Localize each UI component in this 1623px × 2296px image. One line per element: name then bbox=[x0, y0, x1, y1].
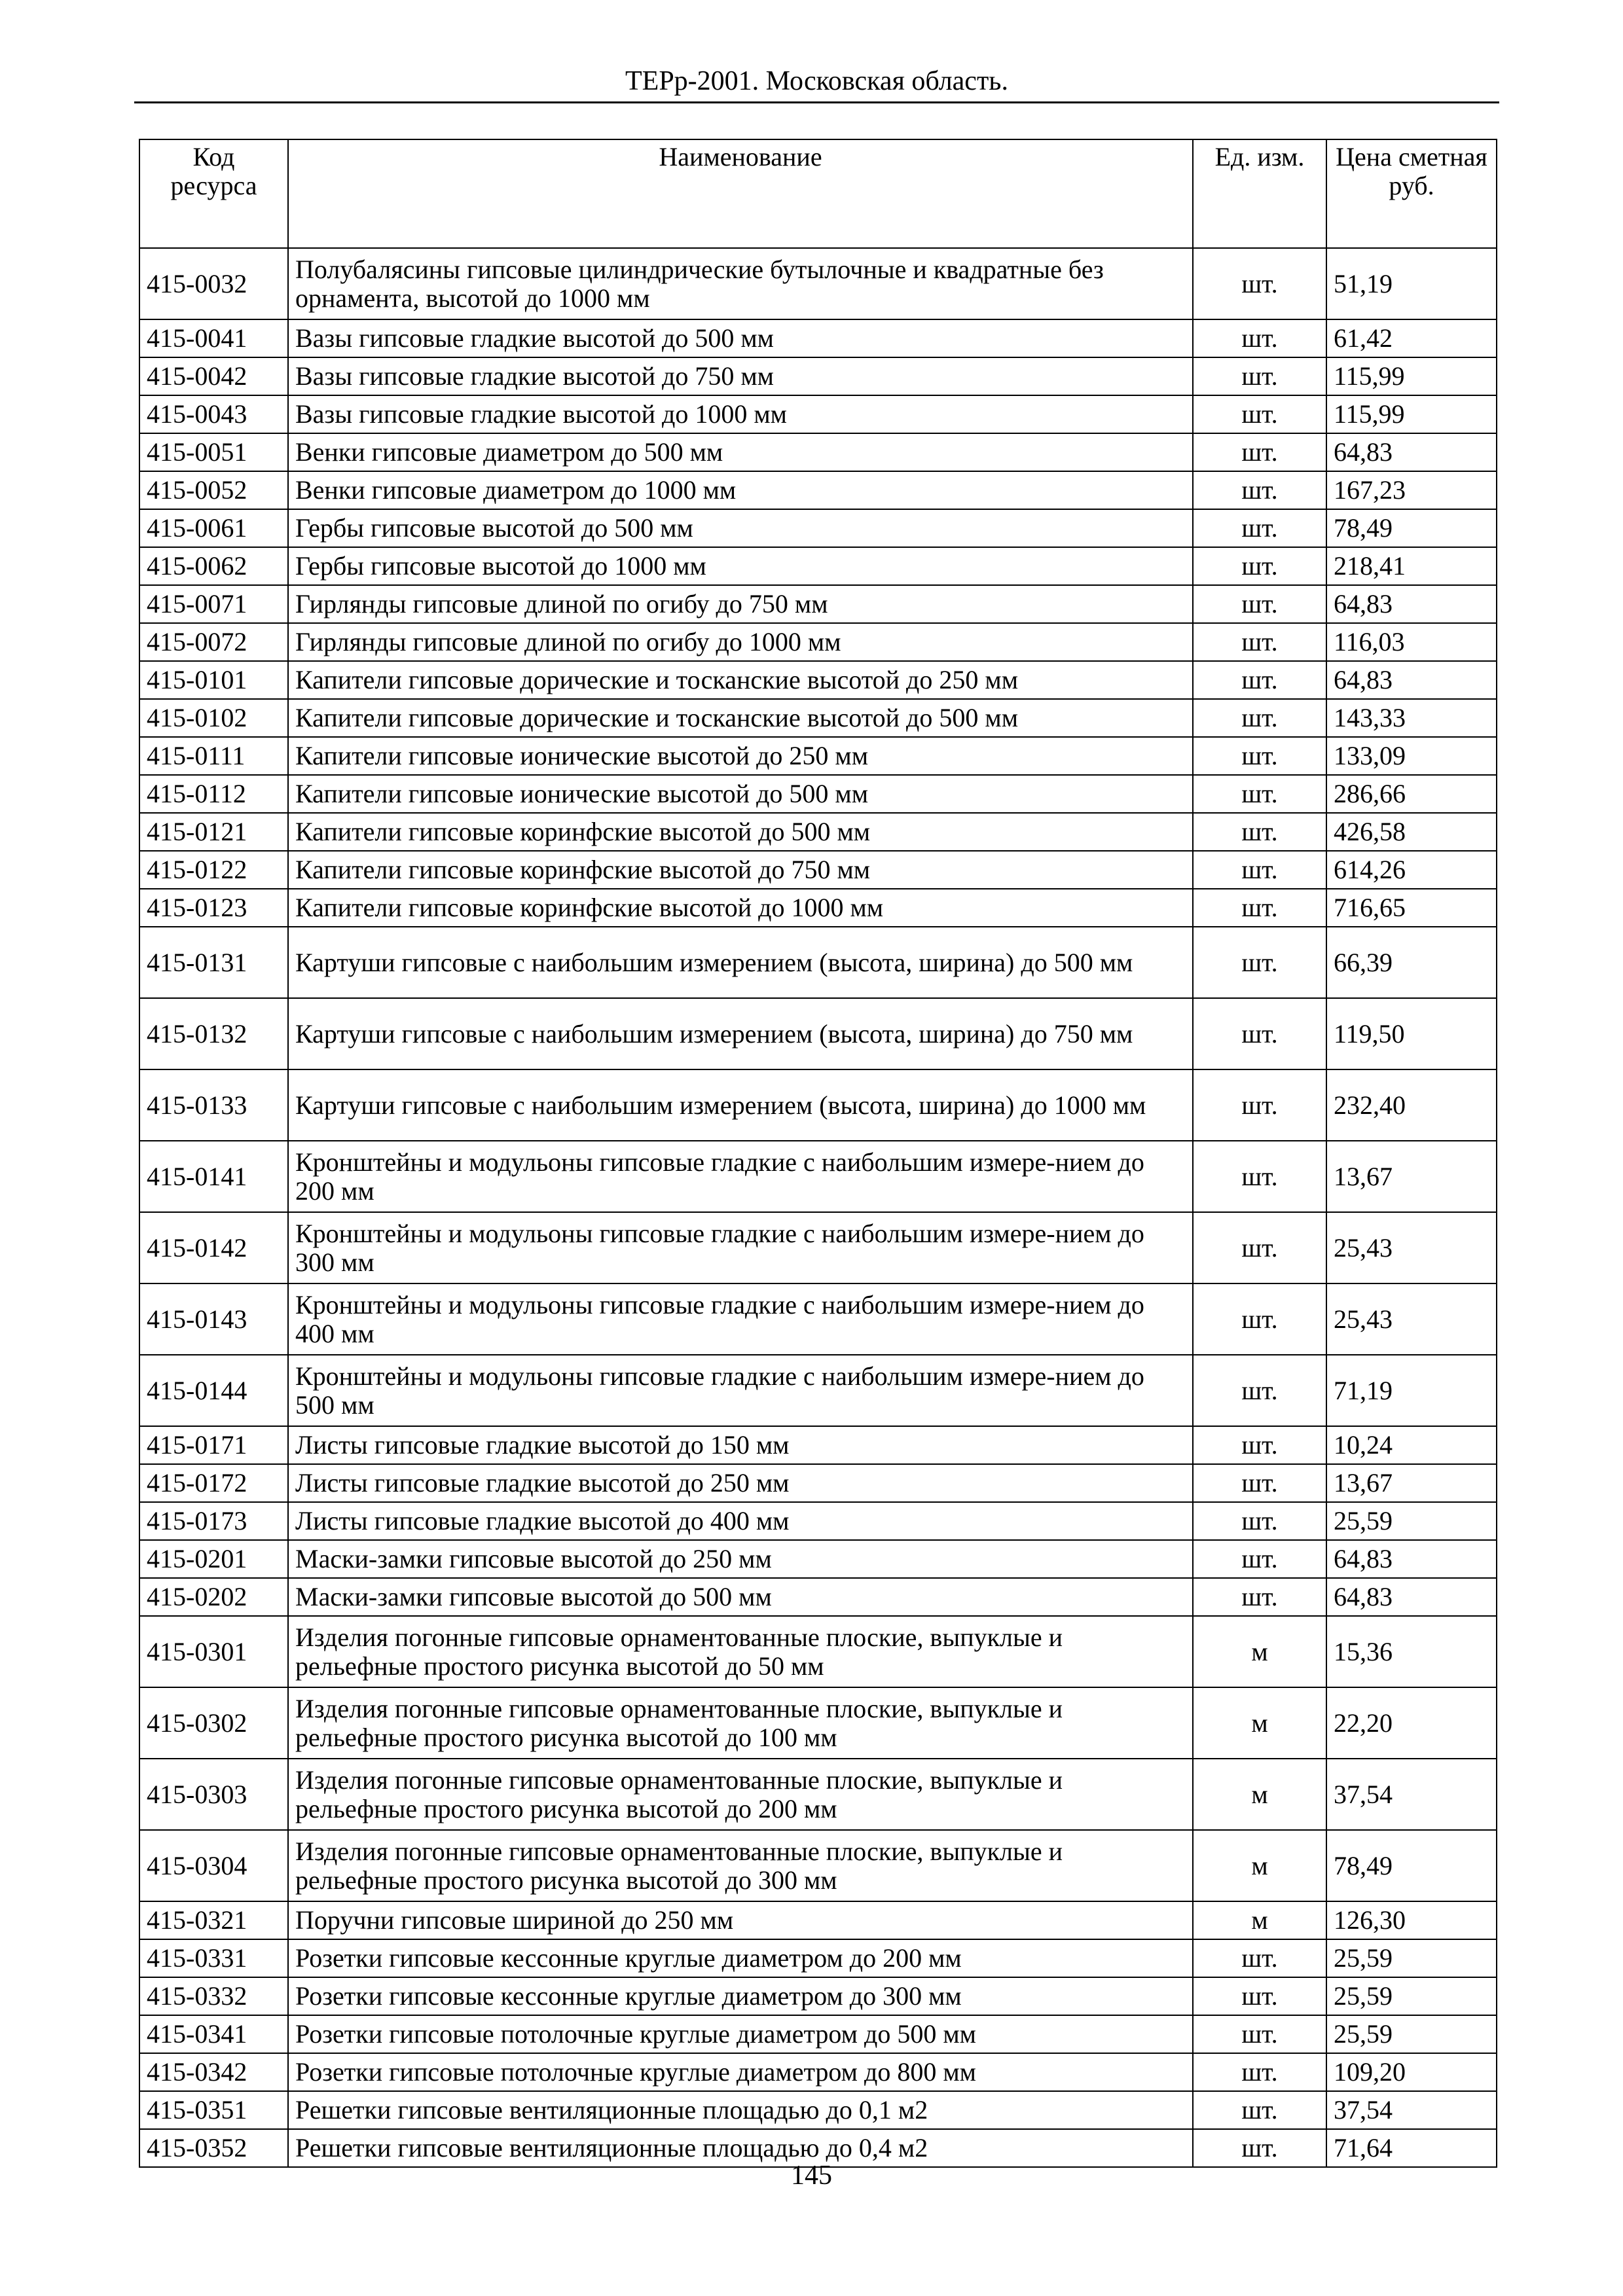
cell-code: 415-0303 bbox=[139, 1759, 288, 1830]
cell-unit: шт. bbox=[1193, 1283, 1326, 1355]
cell-price: 126,30 bbox=[1326, 1901, 1497, 1939]
cell-unit: шт. bbox=[1193, 357, 1326, 395]
cell-price: 71,19 bbox=[1326, 1355, 1497, 1426]
column-header-unit: Ед. изм. bbox=[1193, 139, 1326, 248]
cell-unit: шт. bbox=[1193, 889, 1326, 927]
cell-name: Розетки гипсовые кессонные круглые диаметром до 200 мм bbox=[288, 1939, 1193, 1977]
cell-name: Капители гипсовые ионические высотой до 500 мм bbox=[288, 775, 1193, 813]
cell-unit: шт. bbox=[1193, 623, 1326, 661]
cell-price: 66,39 bbox=[1326, 927, 1497, 998]
column-header-price: Цена сметная руб. bbox=[1326, 139, 1497, 248]
price-table-body bbox=[139, 248, 1497, 2167]
cell-code: 415-0111 bbox=[139, 737, 288, 775]
cell-price: 133,09 bbox=[1326, 737, 1497, 775]
cell-name: Розетки гипсовые кессонные круглые диаметром до 300 мм bbox=[288, 1977, 1193, 2015]
cell-name: Изделия погонные гипсовые орнаментованные плоские, выпуклые и рельефные простого рисунка высотой до 200 мм bbox=[288, 1759, 1193, 1830]
cell-unit: шт. bbox=[1193, 1355, 1326, 1426]
cell-name: Гирлянды гипсовые длиной по огибу до 1000 мм bbox=[288, 623, 1193, 661]
cell-price: 13,67 bbox=[1326, 1141, 1497, 1212]
cell-name: Картуши гипсовые с наибольшим измерением (высота, ширина) до 1000 мм bbox=[288, 1069, 1193, 1141]
table-row bbox=[139, 509, 1497, 547]
table-row bbox=[139, 433, 1497, 471]
cell-unit: шт. bbox=[1193, 433, 1326, 471]
cell-price: 25,43 bbox=[1326, 1283, 1497, 1355]
table-row bbox=[139, 2091, 1497, 2129]
cell-name: Вазы гипсовые гладкие высотой до 1000 мм bbox=[288, 395, 1193, 433]
cell-unit: шт. bbox=[1193, 2091, 1326, 2129]
table-row bbox=[139, 471, 1497, 509]
cell-price: 115,99 bbox=[1326, 395, 1497, 433]
table-row bbox=[139, 699, 1497, 737]
table-row bbox=[139, 813, 1497, 851]
cell-price: 167,23 bbox=[1326, 471, 1497, 509]
cell-price: 10,24 bbox=[1326, 1426, 1497, 1464]
cell-unit: шт. bbox=[1193, 1426, 1326, 1464]
cell-code: 415-0032 bbox=[139, 248, 288, 319]
cell-code: 415-0171 bbox=[139, 1426, 288, 1464]
cell-unit: шт. bbox=[1193, 509, 1326, 547]
cell-price: 716,65 bbox=[1326, 889, 1497, 927]
cell-price: 109,20 bbox=[1326, 2053, 1497, 2091]
cell-unit: шт. bbox=[1193, 1212, 1326, 1283]
cell-unit: м bbox=[1193, 1901, 1326, 1939]
cell-unit: м bbox=[1193, 1759, 1326, 1830]
cell-name: Картуши гипсовые с наибольшим измерением (высота, ширина) до 500 мм bbox=[288, 927, 1193, 998]
table-row bbox=[139, 1212, 1497, 1283]
table-row bbox=[139, 1830, 1497, 1901]
cell-unit: шт. bbox=[1193, 813, 1326, 851]
table-row bbox=[139, 1355, 1497, 1426]
cell-price: 78,49 bbox=[1326, 509, 1497, 547]
table-row bbox=[139, 775, 1497, 813]
cell-name: Капители гипсовые коринфские высотой до 500 мм bbox=[288, 813, 1193, 851]
cell-unit: шт. bbox=[1193, 998, 1326, 1069]
cell-unit: шт. bbox=[1193, 927, 1326, 998]
cell-price: 115,99 bbox=[1326, 357, 1497, 395]
cell-unit: м bbox=[1193, 1830, 1326, 1901]
cell-unit: шт. bbox=[1193, 699, 1326, 737]
cell-code: 415-0173 bbox=[139, 1502, 288, 1540]
table-row bbox=[139, 1578, 1497, 1616]
table-row bbox=[139, 1759, 1497, 1830]
cell-unit: шт. bbox=[1193, 1578, 1326, 1616]
cell-code: 415-0202 bbox=[139, 1578, 288, 1616]
table-row bbox=[139, 1141, 1497, 1212]
cell-code: 415-0342 bbox=[139, 2053, 288, 2091]
cell-name: Маски-замки гипсовые высотой до 500 мм bbox=[288, 1578, 1193, 1616]
cell-code: 415-0351 bbox=[139, 2091, 288, 2129]
cell-price: 13,67 bbox=[1326, 1464, 1497, 1502]
cell-name: Венки гипсовые диаметром до 1000 мм bbox=[288, 471, 1193, 509]
cell-price: 64,83 bbox=[1326, 1540, 1497, 1578]
cell-name: Листы гипсовые гладкие высотой до 250 мм bbox=[288, 1464, 1193, 1502]
cell-code: 415-0062 bbox=[139, 547, 288, 585]
cell-name: Кронштейны и модульоны гипсовые гладкие с наибольшим измере-нием до 300 мм bbox=[288, 1212, 1193, 1283]
table-row bbox=[139, 998, 1497, 1069]
cell-price: 22,20 bbox=[1326, 1687, 1497, 1759]
table-row bbox=[139, 1939, 1497, 1977]
cell-name: Капители гипсовые ионические высотой до 250 мм bbox=[288, 737, 1193, 775]
cell-code: 415-0052 bbox=[139, 471, 288, 509]
cell-code: 415-0321 bbox=[139, 1901, 288, 1939]
cell-code: 415-0102 bbox=[139, 699, 288, 737]
cell-name: Капители гипсовые дорические и тосканские высотой до 250 мм bbox=[288, 661, 1193, 699]
cell-code: 415-0131 bbox=[139, 927, 288, 998]
cell-unit: шт. bbox=[1193, 851, 1326, 889]
cell-code: 415-0341 bbox=[139, 2015, 288, 2053]
cell-unit: шт. bbox=[1193, 585, 1326, 623]
table-row bbox=[139, 357, 1497, 395]
cell-unit: шт. bbox=[1193, 547, 1326, 585]
cell-unit: шт. bbox=[1193, 737, 1326, 775]
table-row bbox=[139, 547, 1497, 585]
cell-name: Вазы гипсовые гладкие высотой до 500 мм bbox=[288, 319, 1193, 357]
cell-name: Картуши гипсовые с наибольшим измерением (высота, ширина) до 750 мм bbox=[288, 998, 1193, 1069]
cell-price: 25,59 bbox=[1326, 1939, 1497, 1977]
cell-price: 64,83 bbox=[1326, 661, 1497, 699]
cell-unit: шт. bbox=[1193, 1977, 1326, 2015]
cell-name: Гербы гипсовые высотой до 500 мм bbox=[288, 509, 1193, 547]
cell-code: 415-0332 bbox=[139, 1977, 288, 2015]
cell-price: 218,41 bbox=[1326, 547, 1497, 585]
cell-name: Кронштейны и модульоны гипсовые гладкие с наибольшим измере-нием до 500 мм bbox=[288, 1355, 1193, 1426]
table-row bbox=[139, 661, 1497, 699]
cell-price: 61,42 bbox=[1326, 319, 1497, 357]
cell-unit: шт. bbox=[1193, 395, 1326, 433]
page-number: 145 bbox=[791, 2161, 832, 2191]
cell-price: 25,59 bbox=[1326, 1977, 1497, 2015]
cell-code: 415-0041 bbox=[139, 319, 288, 357]
table-row bbox=[139, 889, 1497, 927]
table-row bbox=[139, 1687, 1497, 1759]
table-row bbox=[139, 1540, 1497, 1578]
cell-name: Изделия погонные гипсовые орнаментованные плоские, выпуклые и рельефные простого рисунка высотой до 100 мм bbox=[288, 1687, 1193, 1759]
table-row bbox=[139, 1283, 1497, 1355]
cell-code: 415-0133 bbox=[139, 1069, 288, 1141]
cell-code: 415-0201 bbox=[139, 1540, 288, 1578]
table-row bbox=[139, 585, 1497, 623]
cell-price: 116,03 bbox=[1326, 623, 1497, 661]
cell-name: Листы гипсовые гладкие высотой до 400 мм bbox=[288, 1502, 1193, 1540]
cell-unit: шт. bbox=[1193, 319, 1326, 357]
cell-unit: м bbox=[1193, 1616, 1326, 1687]
column-header-code: Код ресурса bbox=[139, 139, 288, 248]
table-row bbox=[139, 1901, 1497, 1939]
cell-name: Решетки гипсовые вентиляционные площадью до 0,1 м2 bbox=[288, 2091, 1193, 2129]
cell-code: 415-0302 bbox=[139, 1687, 288, 1759]
cell-price: 64,83 bbox=[1326, 585, 1497, 623]
cell-code: 415-0061 bbox=[139, 509, 288, 547]
cell-name: Вазы гипсовые гладкие высотой до 750 мм bbox=[288, 357, 1193, 395]
cell-code: 415-0141 bbox=[139, 1141, 288, 1212]
cell-name: Гербы гипсовые высотой до 1000 мм bbox=[288, 547, 1193, 585]
cell-name: Полубалясины гипсовые цилиндрические бутылочные и квадратные без орнамента, высотой до 1000 мм bbox=[288, 248, 1193, 319]
cell-name: Капители гипсовые коринфские высотой до 1000 мм bbox=[288, 889, 1193, 927]
cell-price: 71,64 bbox=[1326, 2129, 1497, 2167]
cell-unit: шт. bbox=[1193, 2129, 1326, 2167]
table-row bbox=[139, 737, 1497, 775]
cell-name: Маски-замки гипсовые высотой до 250 мм bbox=[288, 1540, 1193, 1578]
column-header-name: Наименование bbox=[288, 139, 1193, 248]
table-row bbox=[139, 1502, 1497, 1540]
cell-unit: шт. bbox=[1193, 2015, 1326, 2053]
cell-name: Гирлянды гипсовые длиной по огибу до 750 мм bbox=[288, 585, 1193, 623]
cell-code: 415-0043 bbox=[139, 395, 288, 433]
cell-price: 232,40 bbox=[1326, 1069, 1497, 1141]
cell-unit: м bbox=[1193, 1687, 1326, 1759]
cell-price: 37,54 bbox=[1326, 1759, 1497, 1830]
cell-price: 15,36 bbox=[1326, 1616, 1497, 1687]
cell-name: Розетки гипсовые потолочные круглые диаметром до 500 мм bbox=[288, 2015, 1193, 2053]
cell-price: 51,19 bbox=[1326, 248, 1497, 319]
cell-name: Розетки гипсовые потолочные круглые диаметром до 800 мм bbox=[288, 2053, 1193, 2091]
cell-unit: шт. bbox=[1193, 1939, 1326, 1977]
cell-unit: шт. bbox=[1193, 661, 1326, 699]
cell-price: 78,49 bbox=[1326, 1830, 1497, 1901]
cell-price: 37,54 bbox=[1326, 2091, 1497, 2129]
cell-price: 614,26 bbox=[1326, 851, 1497, 889]
cell-code: 415-0122 bbox=[139, 851, 288, 889]
cell-code: 415-0132 bbox=[139, 998, 288, 1069]
table-row bbox=[139, 1069, 1497, 1141]
cell-price: 25,43 bbox=[1326, 1212, 1497, 1283]
cell-price: 64,83 bbox=[1326, 1578, 1497, 1616]
cell-name: Венки гипсовые диаметром до 500 мм bbox=[288, 433, 1193, 471]
table-row bbox=[139, 248, 1497, 319]
cell-code: 415-0051 bbox=[139, 433, 288, 471]
table-row bbox=[139, 2015, 1497, 2053]
cell-code: 415-0071 bbox=[139, 585, 288, 623]
cell-price: 64,83 bbox=[1326, 433, 1497, 471]
cell-code: 415-0304 bbox=[139, 1830, 288, 1901]
page-header-title: ТЕРр-2001. Московская область. bbox=[625, 66, 1008, 96]
cell-unit: шт. bbox=[1193, 471, 1326, 509]
cell-name: Листы гипсовые гладкие высотой до 150 мм bbox=[288, 1426, 1193, 1464]
cell-price: 25,59 bbox=[1326, 1502, 1497, 1540]
cell-name: Изделия погонные гипсовые орнаментованные плоские, выпуклые и рельефные простого рисунка высотой до 300 мм bbox=[288, 1830, 1193, 1901]
table-row bbox=[139, 623, 1497, 661]
cell-unit: шт. bbox=[1193, 1464, 1326, 1502]
table-row bbox=[139, 851, 1497, 889]
cell-name: Поручни гипсовые шириной до 250 мм bbox=[288, 1901, 1193, 1939]
header-divider bbox=[134, 101, 1499, 103]
cell-code: 415-0172 bbox=[139, 1464, 288, 1502]
price-table bbox=[139, 139, 1497, 2168]
cell-price: 119,50 bbox=[1326, 998, 1497, 1069]
cell-unit: шт. bbox=[1193, 2053, 1326, 2091]
cell-code: 415-0142 bbox=[139, 1212, 288, 1283]
cell-price: 286,66 bbox=[1326, 775, 1497, 813]
table-row bbox=[139, 2053, 1497, 2091]
table-row bbox=[139, 1464, 1497, 1502]
cell-unit: шт. bbox=[1193, 1141, 1326, 1212]
table-row bbox=[139, 1977, 1497, 2015]
table-row bbox=[139, 1616, 1497, 1687]
cell-price: 25,59 bbox=[1326, 2015, 1497, 2053]
cell-unit: шт. bbox=[1193, 775, 1326, 813]
table-row bbox=[139, 927, 1497, 998]
cell-code: 415-0301 bbox=[139, 1616, 288, 1687]
table-row bbox=[139, 1426, 1497, 1464]
cell-name: Изделия погонные гипсовые орнаментованные плоские, выпуклые и рельефные простого рисунка высотой до 50 мм bbox=[288, 1616, 1193, 1687]
cell-code: 415-0121 bbox=[139, 813, 288, 851]
cell-unit: шт. bbox=[1193, 1069, 1326, 1141]
cell-code: 415-0331 bbox=[139, 1939, 288, 1977]
table-row bbox=[139, 319, 1497, 357]
cell-price: 426,58 bbox=[1326, 813, 1497, 851]
cell-code: 415-0042 bbox=[139, 357, 288, 395]
cell-code: 415-0101 bbox=[139, 661, 288, 699]
cell-code: 415-0144 bbox=[139, 1355, 288, 1426]
cell-unit: шт. bbox=[1193, 248, 1326, 319]
table-row bbox=[139, 395, 1497, 433]
cell-price: 143,33 bbox=[1326, 699, 1497, 737]
cell-unit: шт. bbox=[1193, 1540, 1326, 1578]
cell-name: Кронштейны и модульоны гипсовые гладкие с наибольшим измере-нием до 400 мм bbox=[288, 1283, 1193, 1355]
cell-name: Кронштейны и модульоны гипсовые гладкие с наибольшим измере-нием до 200 мм bbox=[288, 1141, 1193, 1212]
cell-name: Капители гипсовые коринфские высотой до 750 мм bbox=[288, 851, 1193, 889]
cell-code: 415-0143 bbox=[139, 1283, 288, 1355]
cell-unit: шт. bbox=[1193, 1502, 1326, 1540]
cell-code: 415-0112 bbox=[139, 775, 288, 813]
cell-code: 415-0352 bbox=[139, 2129, 288, 2167]
cell-code: 415-0072 bbox=[139, 623, 288, 661]
cell-name: Капители гипсовые дорические и тосканские высотой до 500 мм bbox=[288, 699, 1193, 737]
cell-name: Решетки гипсовые вентиляционные площадью до 0,4 м2 bbox=[288, 2129, 1193, 2167]
cell-code: 415-0123 bbox=[139, 889, 288, 927]
price-table-header bbox=[139, 139, 1497, 248]
